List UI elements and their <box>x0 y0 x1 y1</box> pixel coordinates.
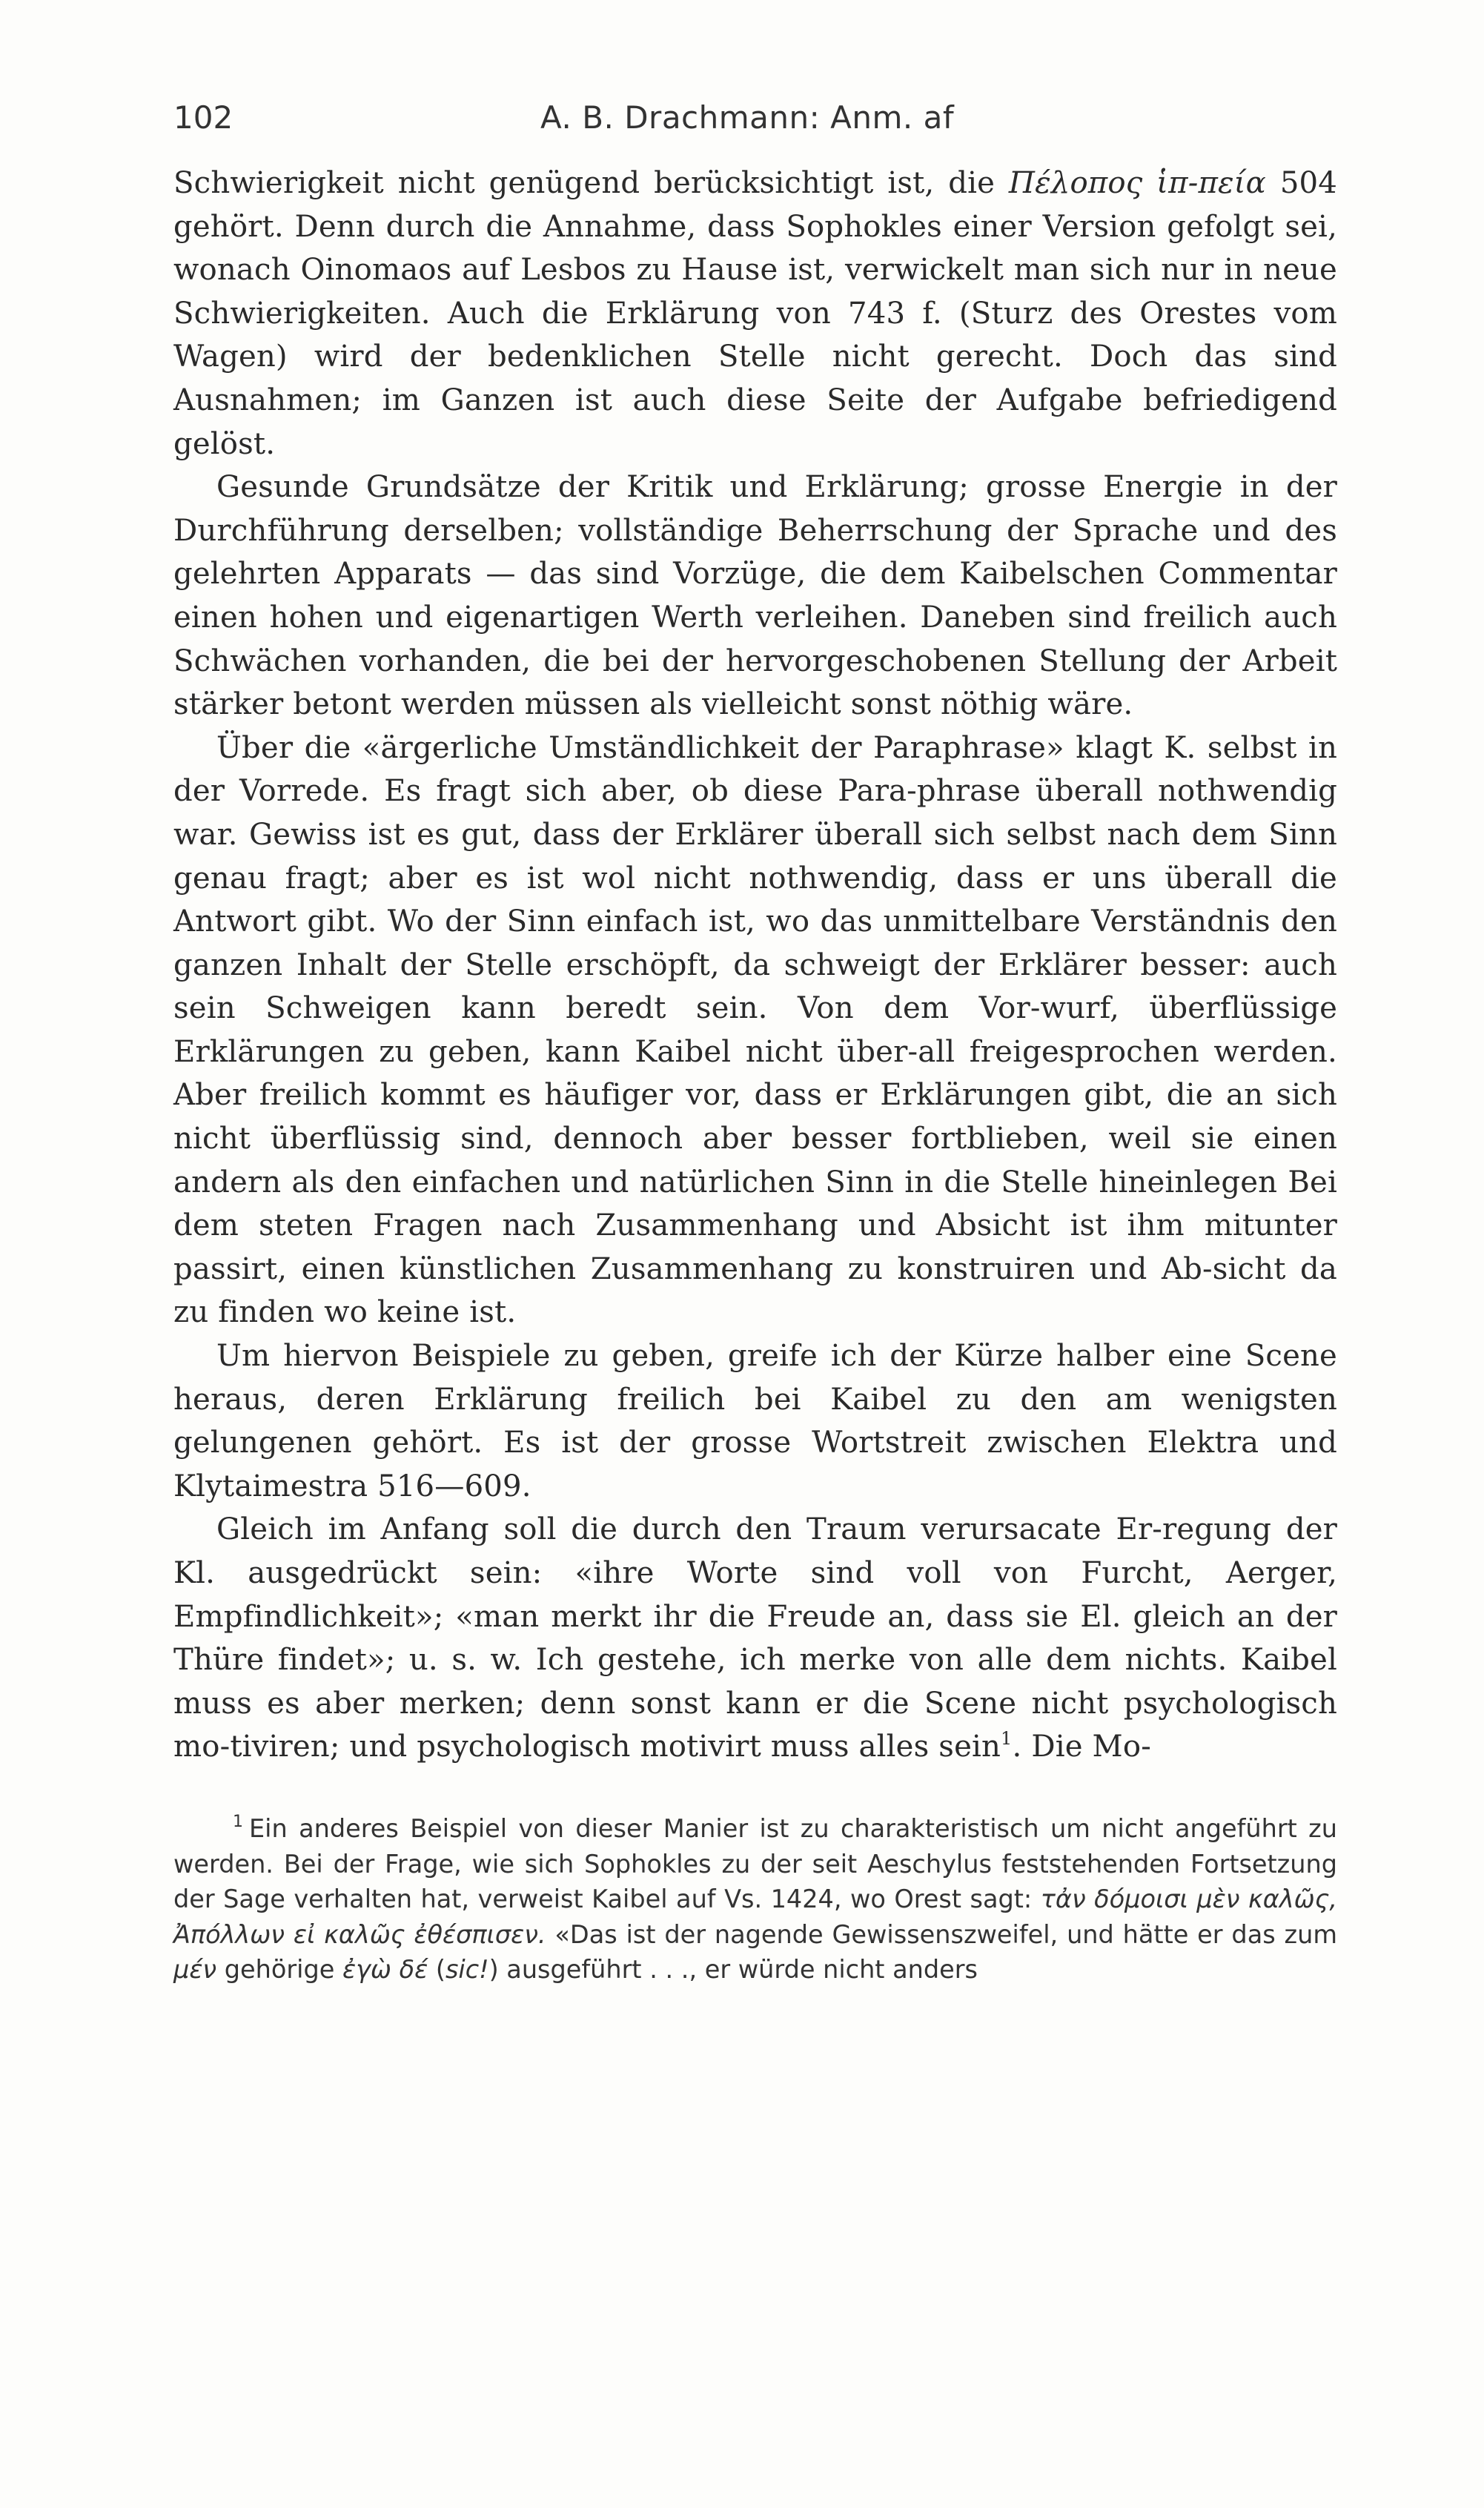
footnote-text: «Das ist der nagende Gewissenszweifel, und hätte er das zum <box>546 1919 1337 1949</box>
footnote-text: ( <box>428 1955 445 1985</box>
paragraph <box>173 1508 1337 1769</box>
text-run: Schwierigkeit nicht genügend berücksichtigt ist, die <box>173 166 1009 200</box>
footnote-text: Ein anderes Beispiel von dieser Manier ist zu charakteristisch um nicht angeführt zu werden. Bei der Frage, wie sich Sophokles zu der seit Aeschylus feststehenden Fortsetzung der Sage verhalten hat, verweist Kaibel auf Vs. 1424, wo Orest sagt: <box>173 1813 1337 1914</box>
text-run: Über die «ärgerliche Umständlichkeit der Paraphrase» klagt K. selbst in der Vorrede. Es fragt sich aber, ob diese Para-phrase überall nothwendig war. Gewiss ist es gut, dass der Erklärer überall sich selbst nach dem Sinn genau fragt; aber es ist wol nicht nothwendig, dass er uns überall die Antwort gibt. Wo der Sinn einfach ist, wo das unmittelbare Verständnis den ganzen Inhalt der Stelle erschöpft, da schweigt der Erklärer besser: auch sein Schweigen kann beredt sein. Von dem Vor-wurf, überflüssige Erklärungen zu geben, kann Kaibel nicht über-all freigesprochen werden. Aber freilich kommt es häufiger vor, dass er Erklärungen gibt, die an sich nicht überflüssig sind, dennoch aber besser fortblieben, weil sie einen andern als den einfachen und natürlichen Sinn in die Stelle hineinlegen Bei dem steten Fragen nach Zusammenhang und Absicht ist ihm mitunter passirt, einen künstlichen Zusammenhang zu konstruiren und Ab-sicht da zu finden wo keine ist. <box>173 730 1337 1330</box>
greek-quote: μέν <box>173 1955 217 1985</box>
body-text <box>173 162 1337 1769</box>
greek-quote: τἀν δόμοισι μὲν καλῶς, Ἀπόλλων εἰ καλῶς ἐθέσπισεν. <box>173 1885 1338 1949</box>
page-header <box>173 95 1337 162</box>
text-run: Gesunde Grundsätze der Kritik und Erklärung; grosse Energie in der Durchführung derselben; vollständige Beherrschung der Sprache und des gelehrten Apparats — das sind Vorzüge, die dem Kaibelschen Commentar einen hohen und eigenartigen Werth verleihen. Daneben sind freilich auch Schwächen vorhanden, die bei der hervorgeschobenen Stellung der Arbeit stärker betont werden müssen als vielleicht sonst nöthig wäre. <box>173 470 1337 722</box>
footnote-text: ) ausgeführt . . ., er würde nicht anders <box>488 1955 978 1985</box>
text-run: . Die Mo- <box>1012 1730 1151 1764</box>
text-run: Um hiervon Beispiele zu geben, greife ich der Kürze halber eine Scene heraus, deren Erklärung freilich bei Kaibel zu den am wenigsten gelungenen gehört. Es ist der grosse Wortstreit zwischen Elektra und Klytaimestra 516—609. <box>173 1339 1337 1503</box>
greek-quote: Πέλοπος ἱπ-πεία <box>1008 166 1266 200</box>
footnote-reference: 1 <box>1001 1728 1013 1750</box>
greek-quote: ἐγὼ δέ <box>342 1955 428 1985</box>
paragraph <box>173 727 1337 1334</box>
text-run: Gleich im Anfang soll die durch den Traum verursacate Er-regung der Kl. ausgedrückt sein: «ihre Worte sind voll von Furcht, Aerger, Empfindlichkeit»; «man merkt ihr die Freude an, dass sie El. gleich an der Thüre findet»; u. s. w. Ich gestehe, ich merke von alle dem nichts. Kaibel muss es aber merken; denn sonst kann er die Scene nicht psychologisch mo-tiviren; und psychologisch motivirt muss alles sein <box>173 1512 1337 1764</box>
paragraph <box>173 162 1337 466</box>
running-title: A. B. Drachmann: Anm. af <box>540 99 955 136</box>
paragraph <box>173 1334 1337 1508</box>
document-page <box>173 95 1337 1988</box>
greek-quote: sic! <box>445 1955 489 1985</box>
footnote <box>173 1804 1337 1988</box>
footnote-mark: 1 <box>233 1812 243 1831</box>
text-run: 504 gehört. Denn durch die Annahme, dass Sophokles einer Version gefolgt sei, wonach Oinomaos auf Lesbos zu Hause ist, verwickelt man sich nur in neue Schwierigkeiten. Auch die Erklärung von 743 f. (Sturz des Orestes vom Wagen) wird der bedenklichen Stelle nicht gerecht. Doch das sind Ausnahmen; im Ganzen ist auch diese Seite der Aufgabe befriedigend gelöst. <box>173 166 1337 461</box>
paragraph <box>173 466 1337 727</box>
footnote-text: gehörige <box>216 1955 342 1985</box>
page-number: 102 <box>173 99 233 136</box>
